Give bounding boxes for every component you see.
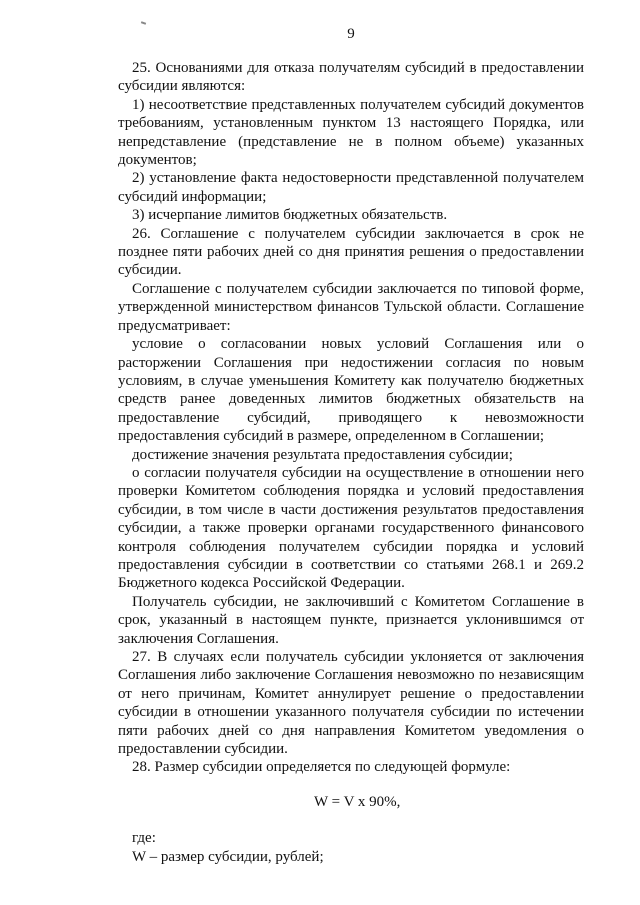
scan-artifact bbox=[141, 21, 146, 25]
paragraph-26: 26. Соглашение с получателем субсидии заключается в срок не позднее пяти рабочих дней со дня принятия решения о предоставлении субсидии. bbox=[118, 225, 584, 279]
where-label: где: bbox=[132, 830, 156, 847]
paragraph-26-agreement: Соглашение с получателем субсидии заключается по типовой форме, утвержденной министерством финансов Тульской области. Соглашение предусматривает: bbox=[118, 280, 584, 334]
page-number: 9 bbox=[347, 26, 355, 42]
paragraph-26-result: достижение значения результата предоставления субсидии; bbox=[132, 446, 513, 463]
paragraph-25-intro: 25. Основаниями для отказа получателям субсидий в предоставлении субсидии являются: bbox=[118, 60, 584, 95]
paragraph-26-consent: о согласии получателя субсидии на осуществление в отношении него проверки Комитетом соблюдения порядка и условий предоставления субсидии, в том числе в части достижения результатов предоставления субсидии, а также проверки органами государственного финансового контроля соблюдения получателем субсидии порядка и условий предоставления субсидии в соответствии со статьями 268.1 и 269.2 Бюджетного кодекса Российской Федерации. bbox=[118, 464, 584, 592]
paragraph-26-evasion: Получатель субсидии, не заключивший с Комитетом Соглашение в срок, указанный в настоящем пункте, признается уклонившимся от заключения Соглашения. bbox=[118, 593, 584, 647]
paragraph-25-item-1: 1) несоответствие представленных получателем субсидий документов требованиям, установленным пунктом 13 настоящего Порядка, или непредставление (представление не в полном объеме) указанных документов; bbox=[118, 96, 584, 169]
paragraph-28: 28. Размер субсидии определяется по следующей формуле: bbox=[132, 759, 511, 776]
formula-definition-w: W – размер субсидии, рублей; bbox=[132, 848, 324, 865]
paragraph-26-condition: условие о согласовании новых условий Соглашения или о расторжении Соглашения при недостижении согласия по новым условиям, в случае уменьшения Комитету как получателю бюджетных средств ранее доведенных лимитов бюджетных обязательств на предоставление субсидий, приводящего к невозможности предоставления субсидий в размере, определенном в Соглашении; bbox=[118, 336, 584, 445]
paragraph-27: 27. В случаях если получатель субсидии уклоняется от заключения Соглашения либо заключение Соглашения невозможно по независящим от него причинам, Комитет аннулирует решение о предоставлении субсидии в отношении указанного получателя субсидии по истечении пяти рабочих дней со дня направления Комитетом уведомления о предоставлении субсидии. bbox=[118, 649, 584, 758]
paragraph-25-item-2: 2) установление факта недостоверности представленной получателем субсидий информации; bbox=[118, 170, 584, 205]
subsidy-formula: W = V x 90%, bbox=[314, 793, 401, 810]
paragraph-25-item-3: 3) исчерпание лимитов бюджетных обязательств. bbox=[132, 207, 448, 224]
